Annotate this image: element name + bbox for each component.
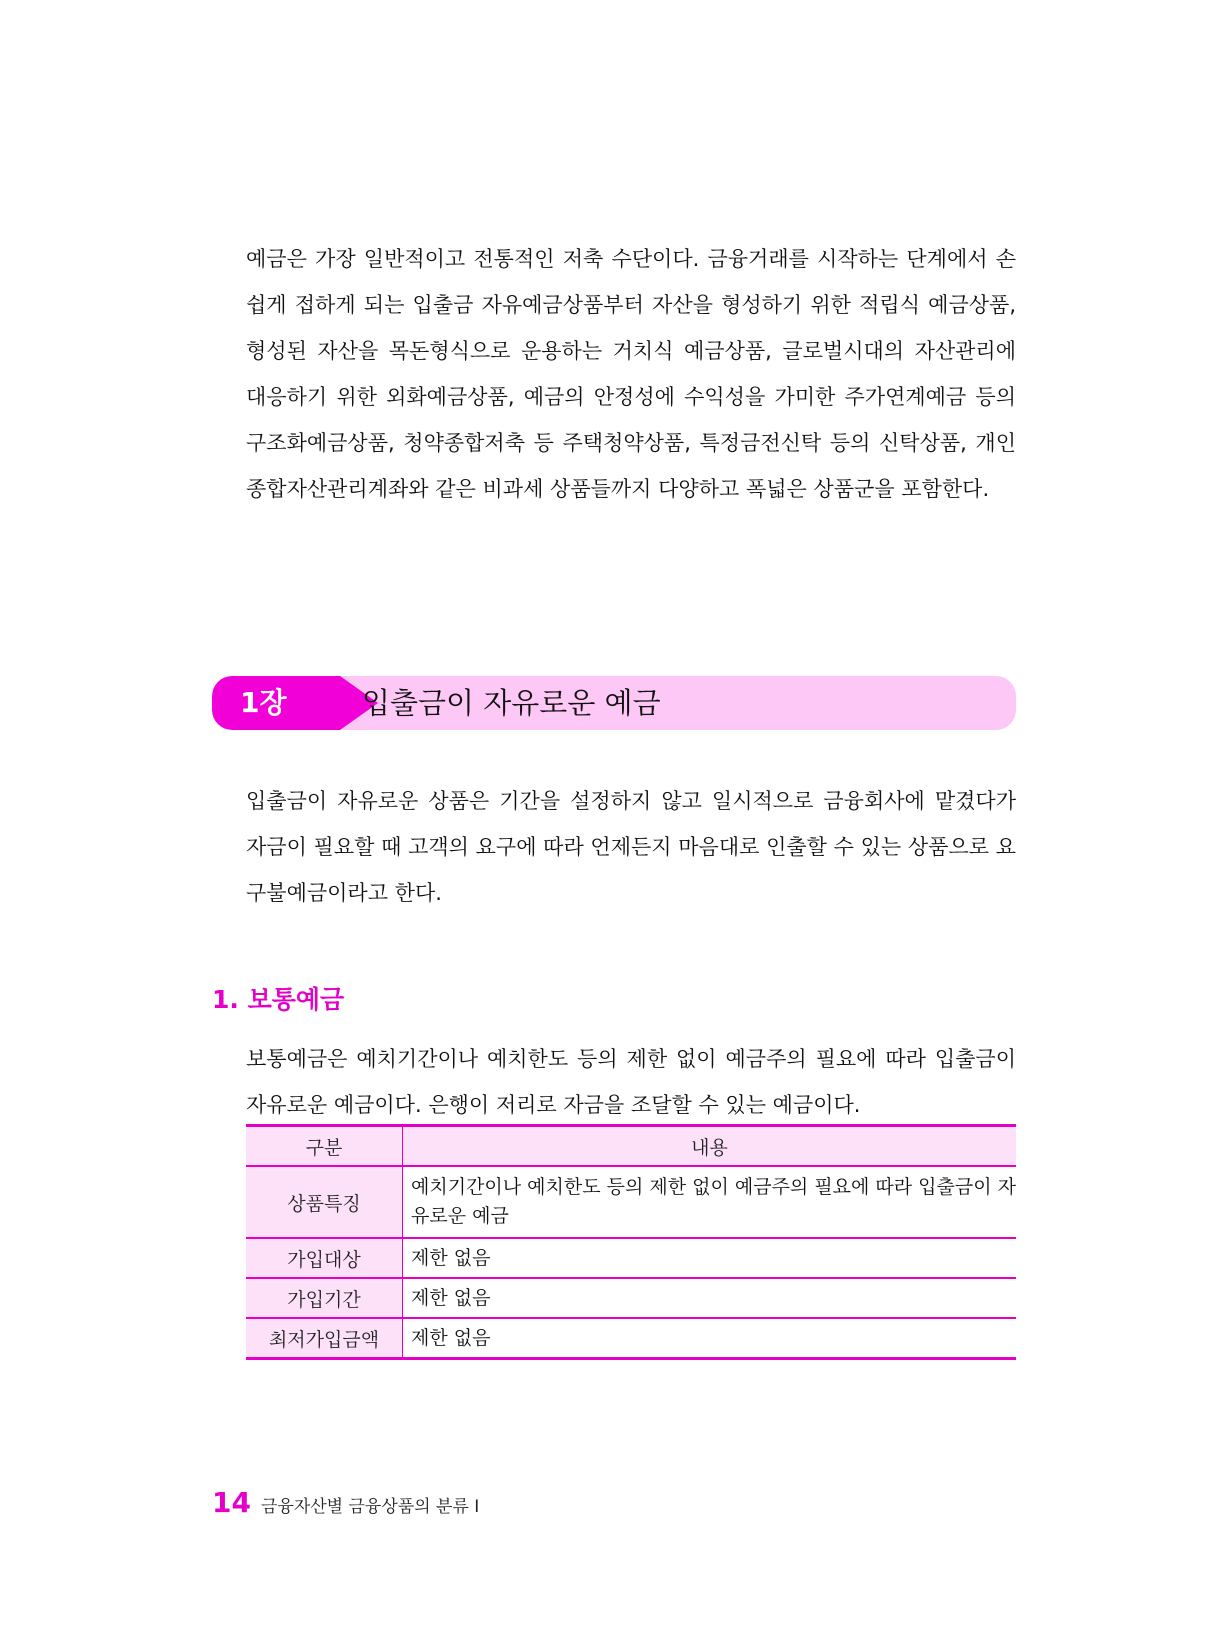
table-value-cell: 예치기간이나 예치한도 등의 제한 없이 예금주의 필요에 따라 입출금이 자유로운 예금	[411, 1176, 1016, 1227]
page-footer	[212, 1486, 479, 1522]
table-row	[246, 1278, 1016, 1318]
table-value-cell: 제한 없음	[411, 1326, 491, 1349]
section-paragraph: 보통예금은 예치기간이나 예치한도 등의 제한 없이 예금주의 필요에 따라 입출금이 자유로운 예금이다. 은행이 저리로 자금을 조달할 수 있는 예금이다.	[246, 1047, 1016, 1117]
page-number: 14	[212, 1486, 251, 1519]
table-row	[246, 1238, 1016, 1278]
intro-paragraph: 예금은 가장 일반적이고 전통적인 저축 수단이다. 금융거래를 시작하는 단계에서 손쉽게 접하게 되는 입출금 자유예금상품부터 자산을 형성하기 위한 적립식 예금상품, 형성된 자산을 목돈형식으로 운용하는 거치식 예금상품, 글로벌시대의 자산관리에 대응하기 위한 외화예금상품, 예금의 안정성에 수익성을 가미한 주가연계예금 등의 구조화예금상품, 청약종합저축 등 주택청약상품, 특정금전신탁 등의 신탁상품, 개인종합자산관리계좌와 같은 비과세 상품들까지 다양하고 폭넓은 상품군을 포함한다.	[246, 247, 1016, 501]
running-title: 금융자산별 금융상품의 분류 I	[260, 1497, 480, 1517]
chapter-title: 입출금이 자유로운 예금	[362, 686, 661, 720]
table-row	[246, 1166, 1016, 1238]
chapter-badge: 1장	[212, 676, 340, 730]
table-header-row	[246, 1126, 1016, 1167]
chapter-paragraph: 입출금이 자유로운 상품은 기간을 설정하지 않고 일시적으로 금융회사에 맡겼다가 자금이 필요할 때 고객의 요구에 따라 언제든지 마음대로 인출할 수 있는 상품으로 요구불예금이라고 한다.	[246, 789, 1016, 905]
section-heading: 1. 보통예금	[212, 985, 345, 1014]
table-value-cell: 제한 없음	[411, 1246, 491, 1269]
table-header-cell: 구분	[246, 1126, 403, 1167]
table-label-cell: 최저가입금액	[246, 1318, 403, 1359]
table-row	[246, 1318, 1016, 1359]
table-label-cell: 가입대상	[246, 1238, 403, 1278]
table-header-cell: 내용	[403, 1126, 1017, 1167]
chapter-banner	[212, 676, 1016, 730]
table-label-cell: 상품특징	[246, 1166, 403, 1238]
product-info-table	[246, 1124, 1016, 1360]
table-value-cell: 제한 없음	[411, 1286, 491, 1309]
table-label-cell: 가입기간	[246, 1278, 403, 1318]
